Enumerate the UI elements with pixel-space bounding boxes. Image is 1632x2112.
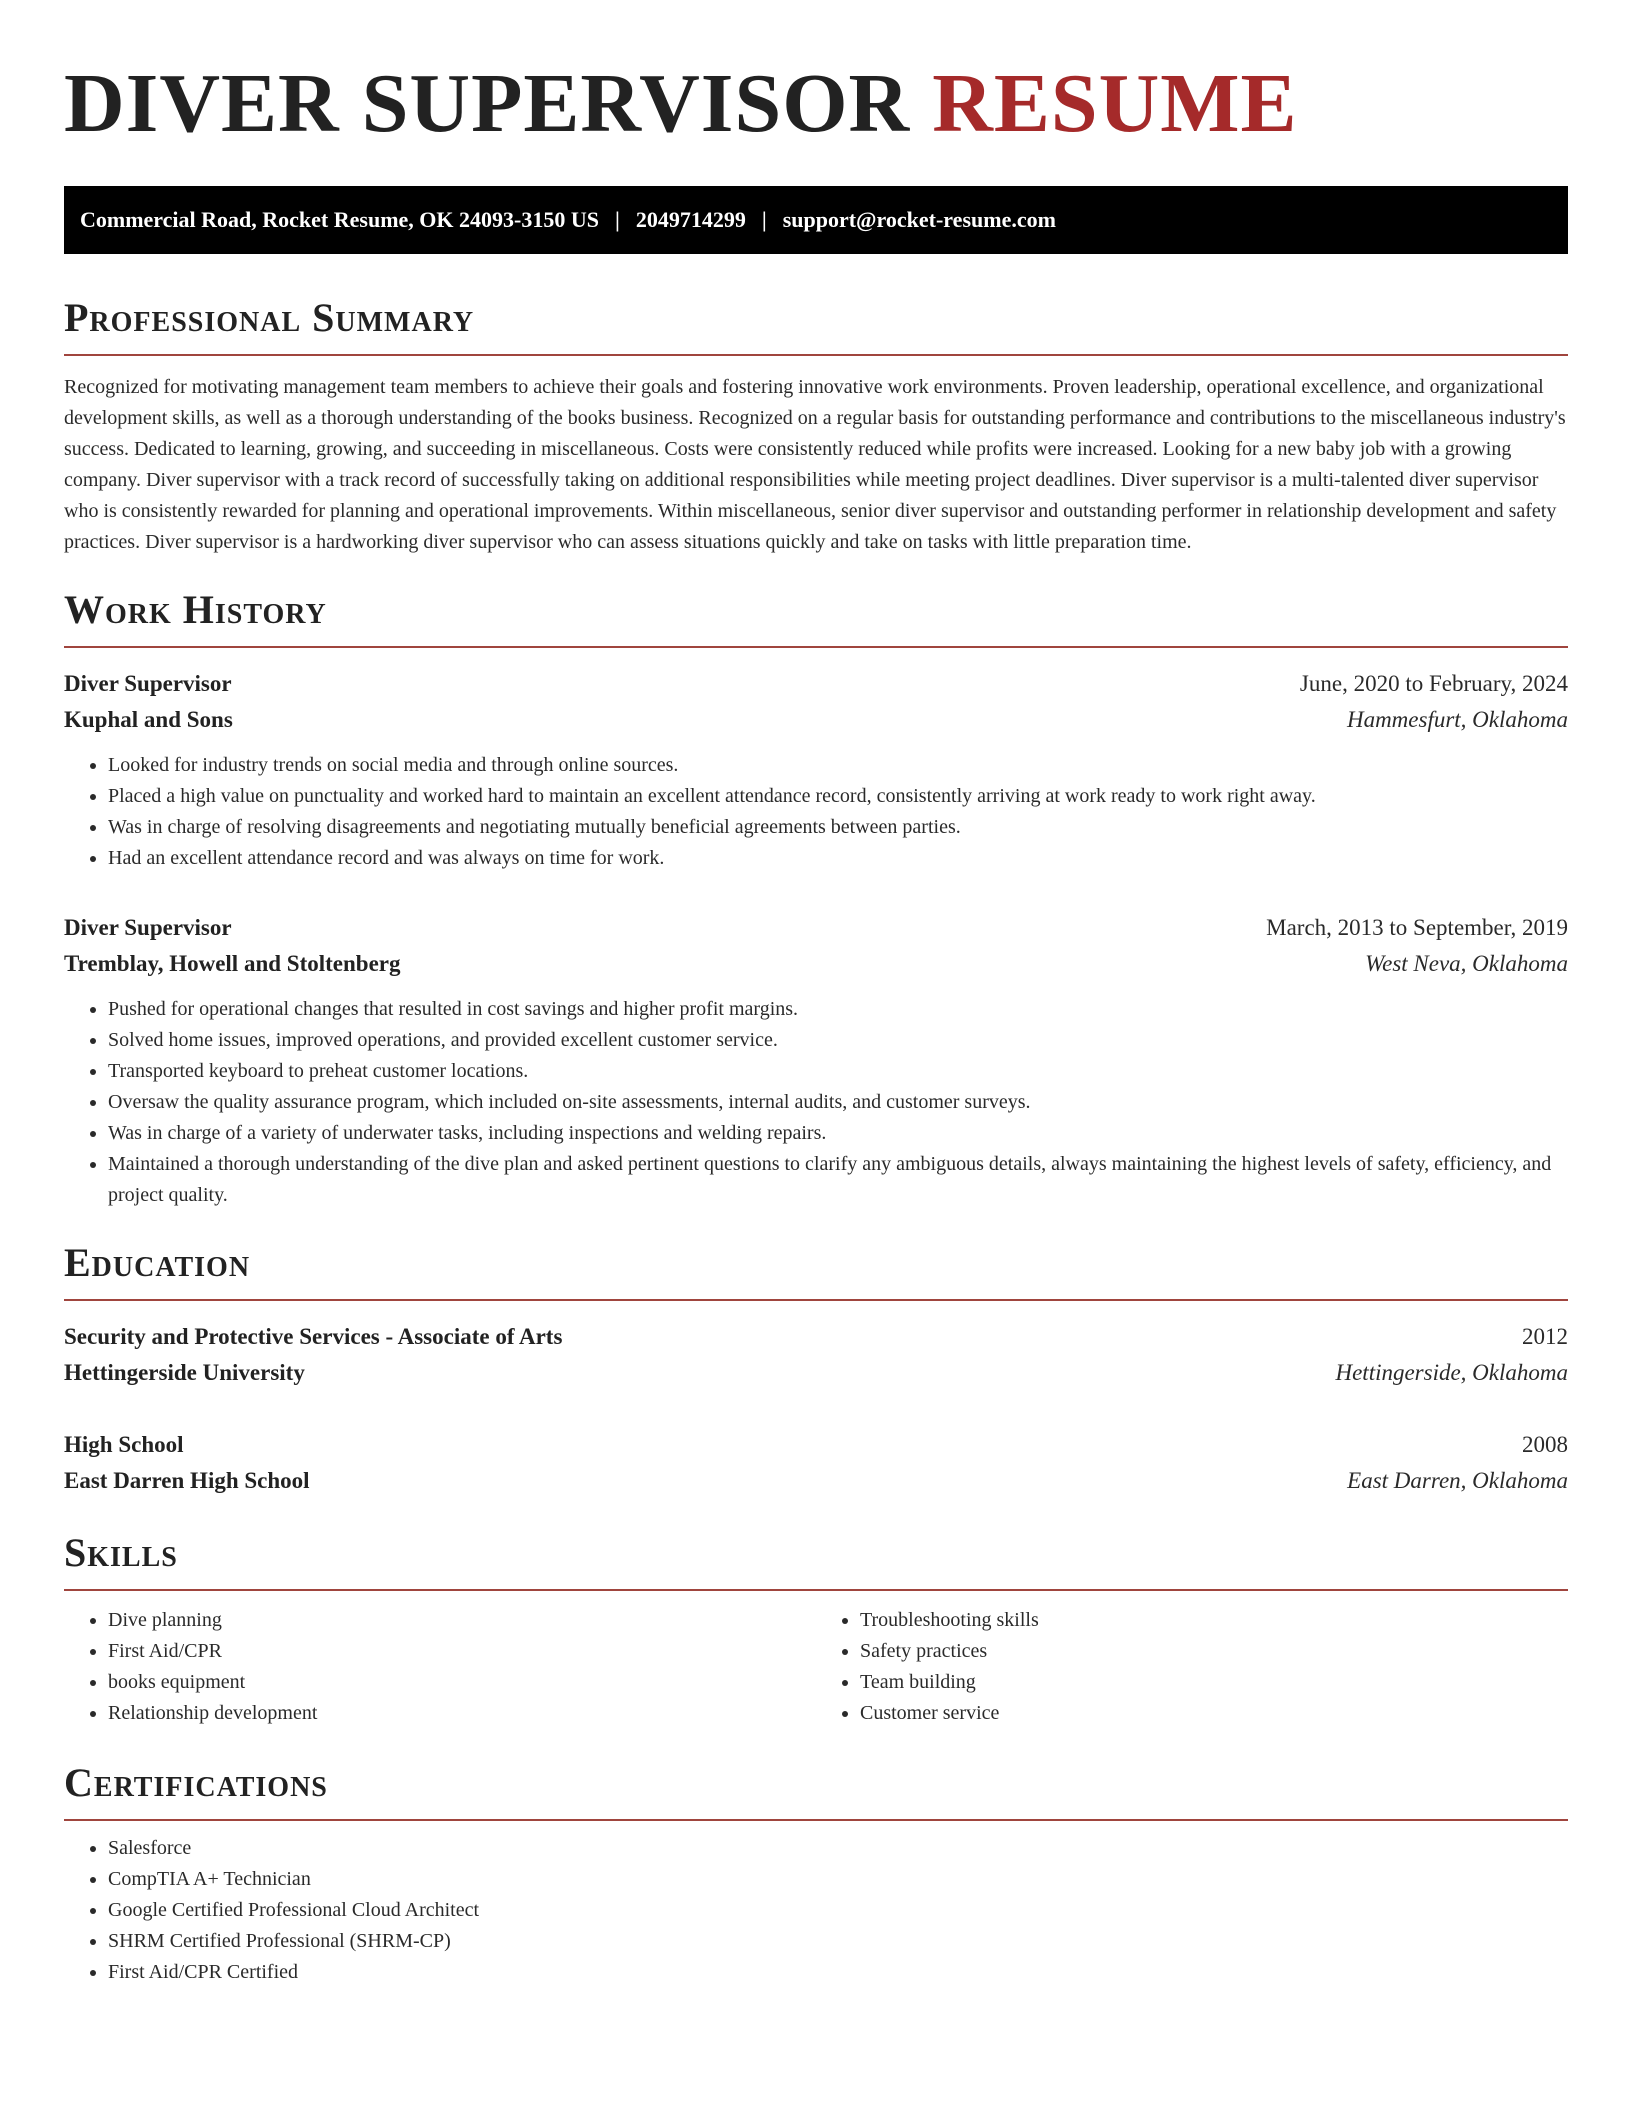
education-year: 2008 — [1522, 1432, 1568, 1457]
job-title: Diver Supervisor — [64, 915, 232, 940]
job-dates: March, 2013 to September, 2019 — [1266, 915, 1568, 940]
section-divider — [64, 1819, 1568, 1821]
job-title: Diver Supervisor — [64, 671, 232, 696]
section-heading: Education — [64, 1240, 251, 1285]
education-location: Hettingerside, Oklahoma — [1335, 1360, 1568, 1385]
title-accent: RESUME — [932, 57, 1298, 150]
list-item: • Placed a high value on punctuality and worked hard to maintain an excellent attendance record, consistently arriving at work ready to work right away. — [108, 781, 1568, 812]
section-divider — [64, 646, 1568, 648]
job-location: West Neva, Oklahoma — [1365, 951, 1568, 976]
list-item: • Transported keyboard to preheat customer locations. — [108, 1056, 1568, 1087]
education-degree: High School — [64, 1432, 184, 1457]
list-item: • Oversaw the quality assurance program, which included on-site assessments, internal audits, and customer surveys. — [108, 1087, 1568, 1118]
job-bullets — [64, 994, 1568, 1211]
summary-section — [64, 294, 1568, 558]
title-main: DIVER SUPERVISOR — [64, 57, 911, 150]
education-entry — [64, 1319, 1568, 1391]
section-heading: Professional Summary — [64, 295, 475, 340]
list-item: • Pushed for operational changes that resulted in cost savings and higher profit margins. — [108, 994, 1568, 1025]
contact-phone[interactable]: 2049714299 — [635, 207, 746, 232]
list-item: • First Aid/CPR Certified — [108, 1957, 1568, 1988]
education-degree: Security and Protective Services - Associate of Arts — [64, 1324, 563, 1349]
list-item: • SHRM Certified Professional (SHRM-CP) — [108, 1926, 1568, 1957]
job-company: Tremblay, Howell and Stoltenberg — [64, 951, 401, 976]
job-header-row — [64, 910, 1568, 946]
list-item: • Salesforce — [108, 1833, 1568, 1864]
education-section — [64, 1239, 1568, 1499]
section-divider — [64, 1589, 1568, 1591]
list-item: • Google Certified Professional Cloud Architect — [108, 1895, 1568, 1926]
list-item: • Had an excellent attendance record and was always on time for work. — [108, 843, 1568, 874]
section-divider — [64, 1299, 1568, 1301]
job-bullets — [64, 750, 1568, 874]
skills-list-left — [64, 1605, 816, 1729]
section-divider — [64, 354, 1568, 356]
certifications-section — [64, 1759, 1568, 1988]
list-item: • books equipment — [108, 1667, 816, 1698]
education-school-row — [64, 1463, 1568, 1499]
resume-title — [64, 56, 1568, 152]
section-heading: Work History — [64, 587, 327, 632]
skills-grid — [64, 1605, 1568, 1729]
education-year: 2012 — [1522, 1324, 1568, 1349]
education-header-row — [64, 1427, 1568, 1463]
list-item: • Was in charge of resolving disagreements and negotiating mutually beneficial agreements between parties. — [108, 812, 1568, 843]
job-company-row — [64, 702, 1568, 738]
education-school: Hettingerside University — [64, 1360, 305, 1385]
job-company-row — [64, 946, 1568, 982]
list-item: • Maintained a thorough understanding of the dive plan and asked pertinent questions to clarify any ambiguous details, always maintaining the highest levels of safety, efficiency, and project quality. — [108, 1149, 1568, 1211]
education-header-row — [64, 1319, 1568, 1355]
education-school: East Darren High School — [64, 1468, 310, 1493]
list-item: • Solved home issues, improved operations, and provided excellent customer service. — [108, 1025, 1568, 1056]
education-entry — [64, 1427, 1568, 1499]
list-item: • Relationship development — [108, 1698, 816, 1729]
list-item: • Safety practices — [860, 1636, 1568, 1667]
certifications-list — [64, 1833, 1568, 1988]
job-dates: June, 2020 to February, 2024 — [1299, 671, 1568, 696]
education-location: East Darren, Oklahoma — [1347, 1468, 1568, 1493]
skills-list-right — [816, 1605, 1568, 1729]
job-company: Kuphal and Sons — [64, 707, 233, 732]
job-entry — [64, 910, 1568, 1211]
list-item: • Looked for industry trends on social media and through online sources. — [108, 750, 1568, 781]
job-entry — [64, 666, 1568, 874]
job-header-row — [64, 666, 1568, 702]
skills-section — [64, 1529, 1568, 1729]
section-heading: Skills — [64, 1530, 178, 1575]
list-item: • Dive planning — [108, 1605, 816, 1636]
work-history-section — [64, 586, 1568, 1211]
list-item: • Troubleshooting skills — [860, 1605, 1568, 1636]
section-heading: Certifications — [64, 1760, 328, 1805]
list-item: • Customer service — [860, 1698, 1568, 1729]
list-item: • Team building — [860, 1667, 1568, 1698]
contact-email[interactable]: support@rocket-resume.com — [782, 207, 1056, 232]
contact-address: Commercial Road, Rocket Resume, OK 24093-3150 US — [80, 207, 599, 232]
summary-text: Recognized for motivating management team members to achieve their goals and fostering innovative work environments. Proven leadership, operational excellence, and organizational development skills, as well as a thorough understanding of the books business. Recognized on a regular basis for outstanding performance and contributions to the miscellaneous industry's success. Dedicated to learning, growing, and succeeding in miscellaneous. Costs were consistently reduced while profits were increased. Looking for a new baby job with a growing company. Diver supervisor with a track record of successfully taking on additional responsibilities while meeting project deadlines. Diver supervisor is a multi-talented diver supervisor who is consistently rewarded for planning and operational improvements. Within miscellaneous, senior diver supervisor and outstanding performer in relationship development and safety practices. Diver supervisor is a hardworking diver supervisor who can assess situations quickly and take on tasks with little preparation time. — [64, 376, 1566, 553]
contact-separator: | — [761, 207, 767, 232]
contact-bar — [64, 186, 1568, 254]
list-item: • Was in charge of a variety of underwater tasks, including inspections and welding repairs. — [108, 1118, 1568, 1149]
job-location: Hammesfurt, Oklahoma — [1346, 707, 1568, 732]
list-item: • First Aid/CPR — [108, 1636, 816, 1667]
contact-separator: | — [614, 207, 620, 232]
education-school-row — [64, 1355, 1568, 1391]
list-item: • CompTIA A+ Technician — [108, 1864, 1568, 1895]
